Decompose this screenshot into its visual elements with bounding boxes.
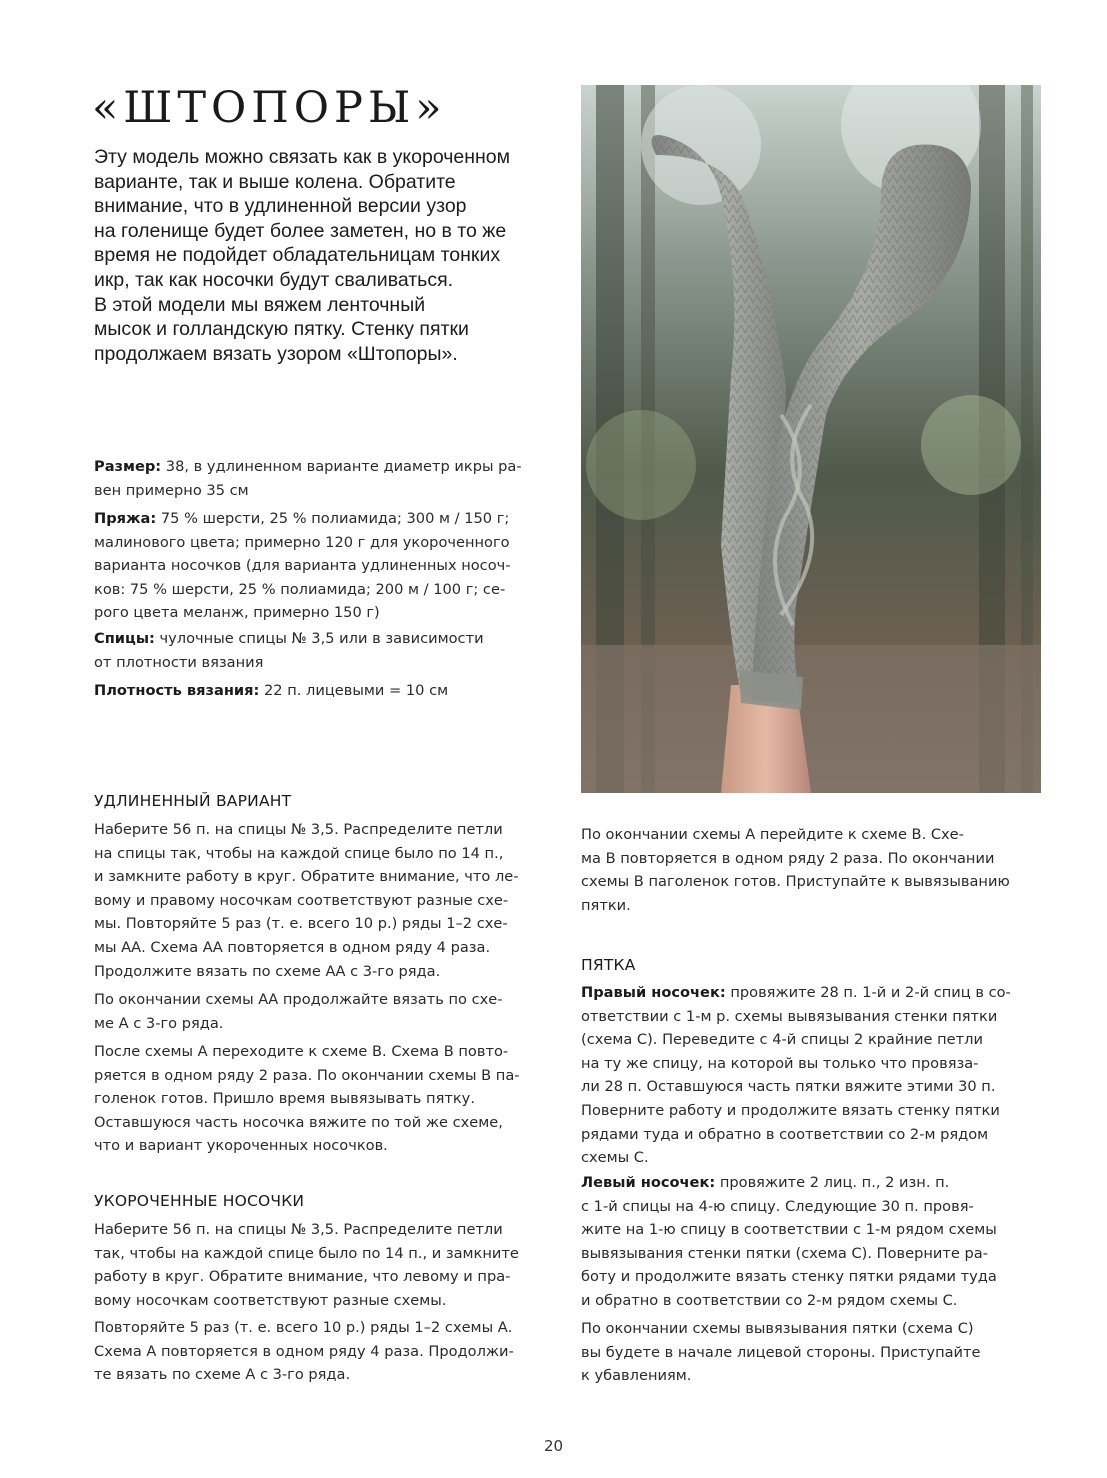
text-line: те вязать по схеме А с 3-го ряда. [94, 1366, 351, 1384]
short-variant-para-2 [94, 1316, 514, 1387]
text-line: Наберите 56 п. на спицы № 3,5. Распределите петли [94, 1221, 503, 1238]
text-line: мы АА. Схема АА повторяется в одном ряду 4 раза. [94, 938, 491, 956]
long-variant-para-3 [94, 1040, 520, 1158]
text-line: боту и продолжите вязать стенку пятки рядами туда [581, 1268, 997, 1286]
short-variant-para-1 [94, 1218, 519, 1312]
spec-gauge-label: Плотность вязания: [94, 682, 260, 699]
spec-size-text: 38, в удлиненном варианте диаметр икры ра- [165, 458, 522, 475]
intro-paragraph [94, 145, 566, 366]
text-line: на ту же спицу, на которой вы только что провяза- [581, 1054, 979, 1072]
heel-end-para [581, 1317, 981, 1388]
spec-yarn [94, 507, 564, 625]
text-line: и обратно в соответствии со 2-м рядом схемы С. [581, 1291, 958, 1309]
text-line: Схема А повторяется в одном ряду 4 раза. Продолжи- [94, 1342, 514, 1360]
intro-line: мысок и голландскую пятку. Стенку пятки [94, 318, 469, 341]
spec-size-text: вен примерно 35 см [94, 481, 249, 499]
text-line: и замкните работу в круг. Обратите внимание, что ле- [94, 868, 519, 886]
text-line: жите на 1-ю спицу в соответствии с 1-м рядом схемы [581, 1221, 997, 1239]
intro-line: продолжаем вязать узором «Штопоры». [94, 342, 458, 365]
intro-line: Эту модель можно связать как в укороченном [94, 146, 511, 168]
text-line: провяжите 2 лиц. п., 2 изн. п. [719, 1174, 950, 1191]
spec-yarn-text: рого цвета меланж, примерно 150 г) [94, 604, 380, 621]
text-line: Продолжите вязать по схеме АА с 3-го ряда. [94, 962, 441, 980]
intro-line: В этой модели мы вяжем ленточный [94, 293, 426, 316]
text-line: Повторяйте 5 раз (т. е. всего 10 р.) ряды 1–2 схемы А. [94, 1319, 513, 1336]
text-line: Поверните работу и продолжите вязать стенку пятки [581, 1101, 1000, 1119]
right-intro-para [581, 823, 1010, 917]
heel-right-label: Правый носочек: [581, 984, 726, 1001]
spec-gauge [94, 679, 564, 703]
text-line: ответствии с 1-м р. схемы вывязывания стенки пятки [581, 1007, 998, 1025]
text-line: на спицы так, чтобы на каждой спице было по 14 п., [94, 844, 504, 862]
spec-yarn-text: ков: 75 % шерсти, 25 % полиамида; 200 м / 100 г; се- [94, 580, 506, 598]
heel-left-label: Левый носочек: [581, 1174, 716, 1191]
spec-needles-text: чулочные спицы № 3,5 или в зависимости [159, 630, 484, 647]
text-line: схемы С. [581, 1149, 649, 1167]
text-line: ме А с 3-го ряда. [94, 1014, 224, 1032]
long-variant-para-2 [94, 988, 503, 1035]
text-line: По окончании схемы АА продолжайте вязать по схе- [94, 991, 503, 1008]
spec-yarn-label: Пряжа: [94, 510, 157, 527]
text-line: (схема С). Переведите с 4-й спицы 2 крайние петли [581, 1031, 983, 1049]
heel-left-para [581, 1171, 997, 1313]
text-line: работу в круг. Обратите внимание, что левому и пра- [94, 1268, 511, 1286]
text-line: к убавлениям. [581, 1367, 692, 1385]
text-line: Оставшуюся часть носочка вяжите по той же схеме, [94, 1113, 503, 1131]
socks-illustration [581, 85, 1041, 793]
text-line: что и вариант укороченных носочков. [94, 1137, 388, 1155]
text-line: схемы В паголенок готов. Приступайте к вывязыванию [581, 873, 1010, 891]
short-variant-heading: УКОРОЧЕННЫЕ НОСОЧКИ [94, 1192, 305, 1210]
text-line: ли 28 п. Оставшуюся часть пятки вяжите этими 30 п. [581, 1078, 996, 1096]
heel-heading: ПЯТКА [581, 956, 636, 974]
socks-photo [581, 85, 1041, 793]
text-line: ма В повторяется в одном ряду 2 раза. По окончании [581, 849, 995, 867]
heel-right-para [581, 981, 1011, 1170]
spec-size [94, 455, 564, 502]
intro-line: икр, так как носочки будут сваливаться. [94, 268, 454, 291]
intro-line: время не подойдет обладательницам тонких [94, 244, 501, 267]
spec-needles-text: от плотности вязания [94, 653, 264, 671]
text-line: рядами туда и обратно в соответствии со 2-м рядом [581, 1125, 989, 1143]
page-title: «ШТОПОРЫ» [92, 83, 447, 133]
long-variant-para-1 [94, 818, 519, 983]
spec-needles [94, 627, 564, 674]
spec-size-label: Размер: [94, 458, 162, 475]
text-line: с 1-й спицы на 4-ю спицу. Следующие 30 п. провя- [581, 1197, 974, 1215]
spec-needles-label: Спицы: [94, 630, 155, 647]
text-line: Наберите 56 п. на спицы № 3,5. Распределите петли [94, 821, 503, 838]
spec-yarn-text: 75 % шерсти, 25 % полиамида; 300 м / 150 г; [160, 510, 510, 527]
text-line: пятки. [581, 896, 631, 914]
spec-gauge-text: 22 п. лицевыми = 10 см [264, 682, 449, 699]
text-line: мы. Повторяйте 5 раз (т. е. всего 10 р.) ряды 1–2 схе- [94, 915, 508, 933]
text-line: провяжите 28 п. 1-й и 2-й спиц в со- [730, 984, 1011, 1001]
spec-yarn-text: малинового цвета; примерно 120 г для укороченного [94, 533, 510, 551]
text-line: вывязывания стенки пятки (схема С). Поверните ра- [581, 1244, 988, 1262]
text-line: По окончании схемы А перейдите к схеме В. Схе- [581, 826, 964, 843]
intro-line: варианте, так и выше колена. Обратите [94, 170, 456, 193]
spec-yarn-text: варианта носочков (для варианта удлиненных носоч- [94, 557, 511, 574]
intro-line: на голенище будет более заметен, но в то же [94, 219, 507, 242]
text-line: вому и правому носочкам соответствуют разные схе- [94, 891, 509, 909]
text-line: так, чтобы на каждой спице было по 14 п., и замкните [94, 1244, 519, 1262]
text-line: вы будете в начале лицевой стороны. Приступайте [581, 1343, 981, 1361]
text-line: По окончании схемы вывязывания пятки (схема С) [581, 1320, 974, 1337]
text-line: ряется в одном ряду 2 раза. По окончании схемы В па- [94, 1066, 520, 1084]
text-line: голенок готов. Пришло время вывязывать пятку. [94, 1090, 475, 1108]
long-variant-heading: УДЛИНЕННЫЙ ВАРИАНТ [94, 792, 292, 810]
text-line: После схемы А переходите к схеме В. Схема В повто- [94, 1043, 509, 1060]
page-number: 20 [543, 1437, 564, 1455]
intro-line: внимание, что в удлиненной версии узор [94, 195, 467, 218]
text-line: вому носочкам соответствуют разные схемы. [94, 1291, 447, 1309]
